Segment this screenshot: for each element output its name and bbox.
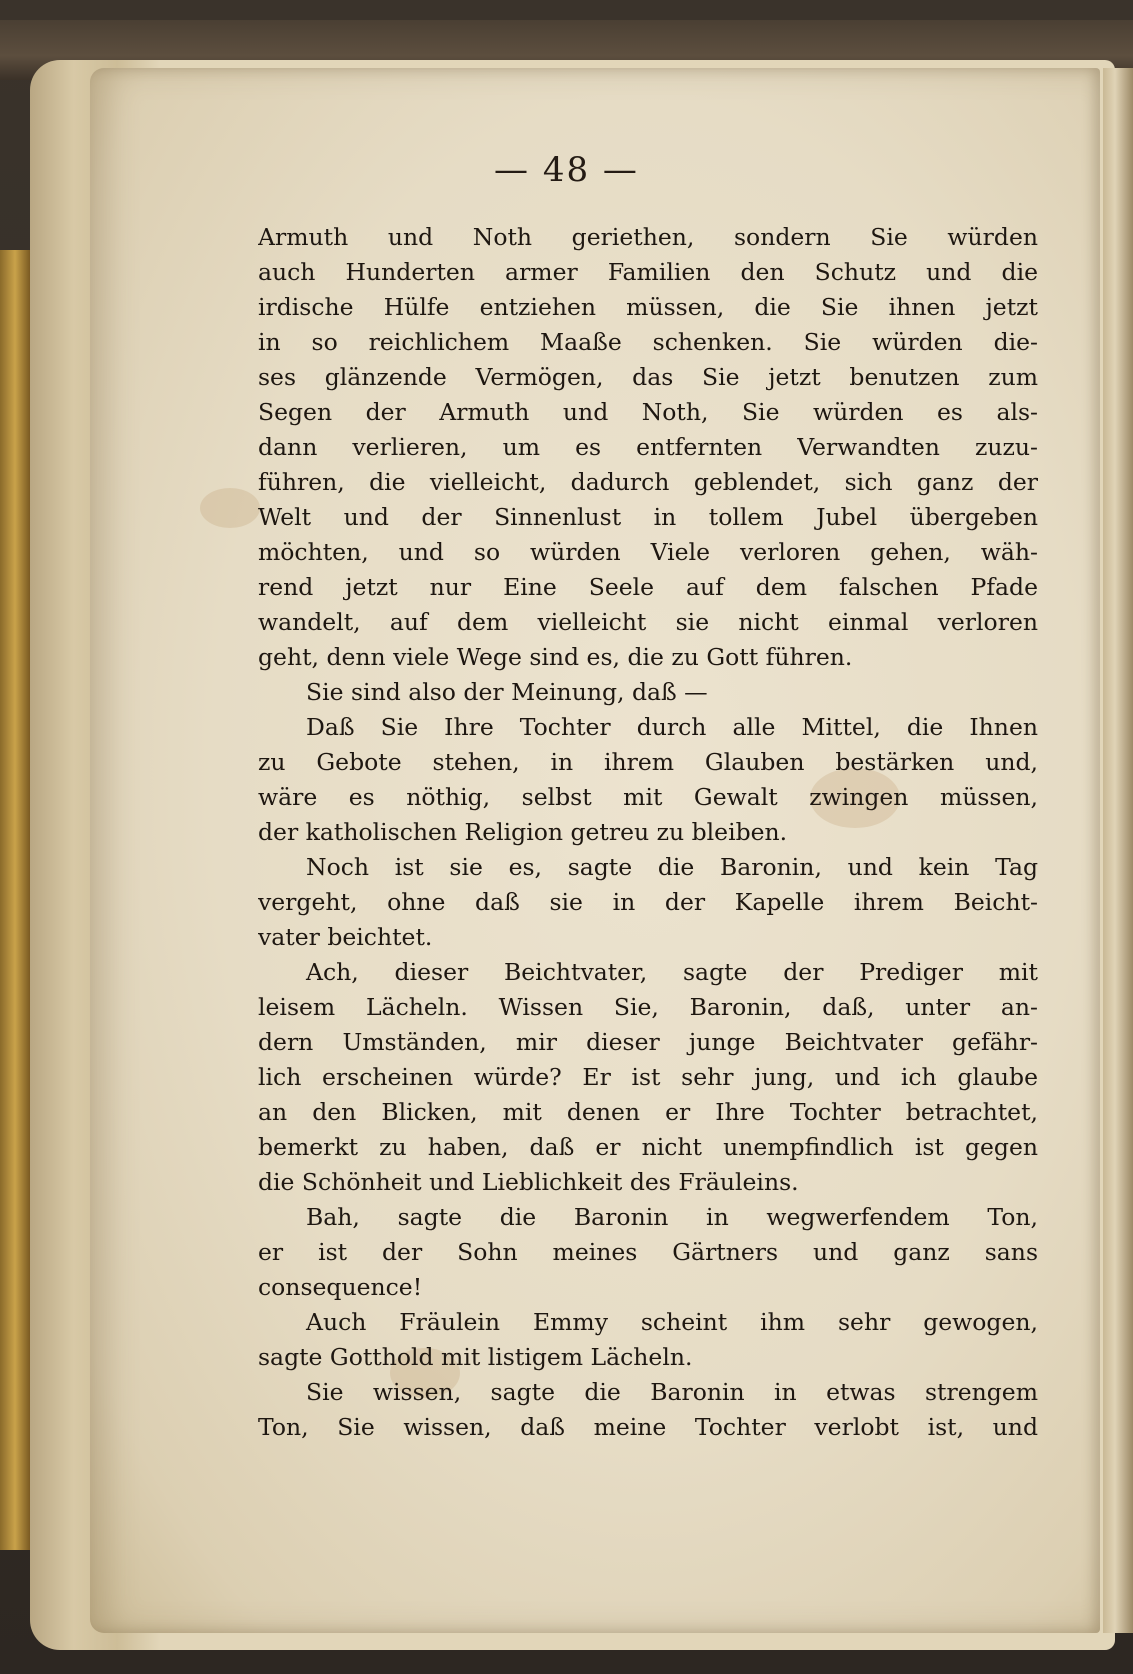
book-spine-strip bbox=[0, 250, 30, 1550]
text-line: in so reichlichem Maaße schenken. Sie würden die- bbox=[258, 328, 1038, 356]
text-line: Auch Fräulein Emmy scheint ihm sehr gewogen, bbox=[306, 1308, 1038, 1336]
text-line: Welt und der Sinnenlust in tollem Jubel übergeben bbox=[258, 503, 1038, 531]
text-line: geht, denn viele Wege sind es, die zu Gott führen. bbox=[258, 643, 853, 671]
text-line: leisem Lächeln. Wissen Sie, Baronin, daß, unter an- bbox=[258, 993, 1038, 1021]
text-line: ses glänzende Vermögen, das Sie jetzt benutzen zum bbox=[258, 363, 1038, 391]
text-line: wäre es nöthig, selbst mit Gewalt zwingen müssen, bbox=[258, 783, 1038, 811]
foxing-spot bbox=[200, 488, 260, 528]
text-line: Armuth und Noth geriethen, sondern Sie würden bbox=[258, 223, 1038, 251]
text-line: Ach, dieser Beichtvater, sagte der Prediger mit bbox=[306, 958, 1038, 986]
text-line: Daß Sie Ihre Tochter durch alle Mittel, die Ihnen bbox=[306, 713, 1038, 741]
text-line: wandelt, auf dem vielleicht sie nicht einmal verloren bbox=[258, 608, 1038, 636]
text-line: lich erscheinen würde? Er ist sehr jung, und ich glaube bbox=[258, 1063, 1038, 1091]
text-line: die Schönheit und Lieblichkeit des Fräuleins. bbox=[258, 1168, 799, 1196]
text-line: vater beichtet. bbox=[258, 923, 433, 951]
text-line: vergeht, ohne daß sie in der Kapelle ihrem Beicht- bbox=[258, 888, 1038, 916]
text-line: führen, die vielleicht, dadurch geblendet, sich ganz der bbox=[258, 468, 1038, 496]
text-line: an den Blicken, mit denen er Ihre Tochter betrachtet, bbox=[258, 1098, 1038, 1126]
text-line: rend jetzt nur Eine Seele auf dem falschen Pfade bbox=[258, 573, 1038, 601]
text-line: irdische Hülfe entziehen müssen, die Sie ihnen jetzt bbox=[258, 293, 1038, 321]
text-line: Sie sind also der Meinung, daß — bbox=[306, 678, 708, 706]
text-line: Noch ist sie es, sagte die Baronin, und kein Tag bbox=[306, 853, 1038, 881]
text-line: Segen der Armuth und Noth, Sie würden es als- bbox=[258, 398, 1038, 426]
page-body-text bbox=[258, 220, 1038, 1445]
text-line: möchten, und so würden Viele verloren gehen, wäh- bbox=[258, 538, 1038, 566]
text-line: der katholischen Religion getreu zu bleiben. bbox=[258, 818, 788, 846]
text-line: dern Umständen, mir dieser junge Beichtvater gefähr- bbox=[258, 1028, 1038, 1056]
text-line: Sie wissen, sagte die Baronin in etwas strengem bbox=[306, 1378, 1038, 1406]
page-number: — 48 — bbox=[494, 150, 639, 190]
text-line: Bah, sagte die Baronin in wegwerfendem Ton, bbox=[306, 1203, 1038, 1231]
text-line: er ist der Sohn meines Gärtners und ganz sans bbox=[258, 1238, 1038, 1266]
text-line: bemerkt zu haben, daß er nicht unempfindlich ist gegen bbox=[258, 1133, 1038, 1161]
text-line: Ton, Sie wissen, daß meine Tochter verlobt ist, und bbox=[258, 1413, 1038, 1441]
text-line: auch Hunderten armer Familien den Schutz und die bbox=[258, 258, 1038, 286]
text-line: zu Gebote stehen, in ihrem Glauben bestärken und, bbox=[258, 748, 1038, 776]
text-line: sagte Gotthold mit listigem Lächeln. bbox=[258, 1343, 693, 1371]
page-right-edge bbox=[1103, 68, 1133, 1633]
text-line: consequence! bbox=[258, 1273, 423, 1301]
text-line: dann verlieren, um es entfernten Verwandten zuzu- bbox=[258, 433, 1038, 461]
